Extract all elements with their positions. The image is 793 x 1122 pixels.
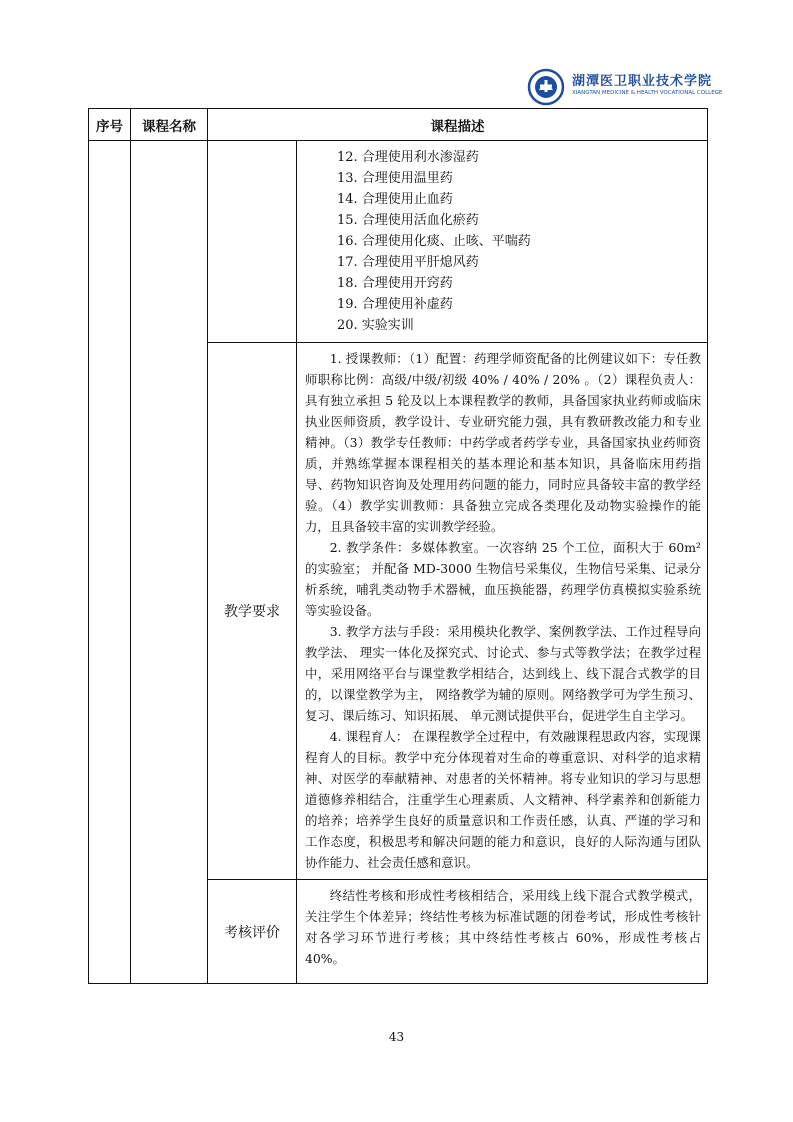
header-course-name: 课程名称: [131, 109, 208, 141]
paragraph: 1. 授课教师：（1）配置：药理学师资配备的比例建议如下：专任教师职称比例：高级/中级/初级 40% / 40% / 20% 。（2）课程负责人：具有独立承担 5 轮及以上本课程教学的教师，具备国家执业药师或临床执业医师资质，教学设计、专业研究能力强，具有教研教改能力和专业精神。（3）教学专任教师：中药学或者药学专业，具备国家执业药师资质，并熟练掌握本课程相关的基本理论和基本知识，具备临床用药指导、药物知识咨询及处理用药问题的能力，同时应具备较丰富的教学经验。（4）教学实训教师：具备独立完成各类理化及动物实验操作的能力，且具备较丰富的实训教学经验。: [305, 351, 701, 534]
paragraph: 3. 教学方法与手段：采用模块化教学、案例教学法、工作过程导向教学法、 理实一体化及探究式、讨论式、参与式等教学法；在教学过程中，采用网络平台与课堂教学相结合，达到线上、线下混合式教学的目的，以课堂教学为主， 网络教学为辅的原则。网络教学可为学生预习、复习、课后练习、知识拓展、 单元测试提供平台，促进学生自主学习。: [305, 624, 701, 723]
school-name-en: XIANGTAN MEDICINE & HEALTH VOCATIONAL COLLEGE: [572, 90, 723, 96]
index-cell: [89, 141, 131, 984]
paragraph: 终结性考核和形成性考核相结合，采用线上线下混合式教学模式，关注学生个体差异；终结性考核为标准试题的闭卷考试，形成性考核针对各学习环节进行考核；其中终结性考核占 60%，形成性考核占 40%。: [305, 888, 701, 966]
table-header-row: [89, 109, 708, 141]
table-row-content: [89, 141, 708, 343]
list-item: 13. 合理使用温里药: [337, 171, 453, 186]
school-name: 湖潭医卫职业技术学院: [572, 74, 713, 89]
list-item: 12. 合理使用利水渗湿药: [337, 150, 479, 165]
paragraph: 4. 课程育人： 在课程教学全过程中，有效融课程思政内容，实现课程育人的目标。教学中充分体现着对生命的尊重意识、对科学的追求精神、对医学的奉献精神、对患者的关怀精神。将专业知识的学习与思想道德修养相结合，注重学生心理素质、人文精神、科学素养和创新能力的培养；培养学生良好的质量意识和工作责任感，认真、严谨的学习和工作态度，积极思考和解决问题的能力和意识，良好的人际沟通与团队协作能力、社会责任感和意识。: [305, 729, 701, 870]
list-item: 20. 实验实训: [337, 318, 414, 333]
header-index: 序号: [89, 109, 131, 141]
list-item: 18. 合理使用开窍药: [337, 276, 453, 291]
list-item: 16. 合理使用化痰、止咳、平喘药: [337, 234, 531, 249]
content-label-cell: [208, 141, 297, 343]
header-course-desc: 课程描述: [208, 109, 708, 141]
teaching-req-label: 教学要求: [208, 343, 297, 880]
list-item: 15. 合理使用活血化瘀药: [337, 213, 479, 228]
course-table: [88, 108, 708, 984]
list-item: 17. 合理使用平肝熄风药: [337, 255, 479, 270]
assessment-text-cell: [297, 880, 708, 984]
teaching-req-text: [297, 343, 708, 880]
list-item: 14. 合理使用止血药: [337, 192, 453, 207]
content-list-cell: [297, 141, 708, 343]
page-number: 43: [388, 1030, 405, 1044]
list-item: 19. 合理使用补虚药: [337, 297, 453, 312]
course-name-cell: [131, 141, 208, 984]
assessment-label: 考核评价: [208, 880, 297, 984]
paragraph: 2. 教学条件：多媒体教室。一次容纳 25 个工位，面积大于 60m² 的实验室； 并配备 MD-3000 生物信号采集仪，生物信号采集、记录分析系统，哺乳类动物手术器械，血压换能器，药理学仿真模拟实验系统等实验设备。: [305, 540, 701, 618]
